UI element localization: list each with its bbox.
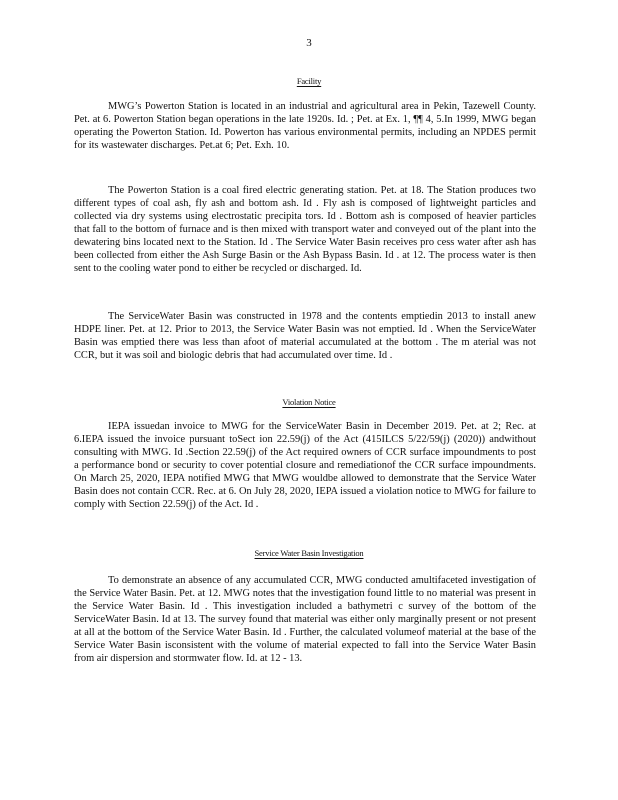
facility-paragraph-1: MWG’s Powerton Station is located in an industrial and agricultural area in Pekin, Tazewell County. Pet. at 6. Powerton Station began operations in the late 1920s. Id. ; Pet. at Ex. 1, ¶¶ 4, 5.In 1999, MWG began operating the Powerton Station. Id. Powerton has various environmental permits, including an NPDES permit for its wastewater discharges. Pet.at 6; Pet. Exh. 10.: [74, 101, 536, 151]
investigation-paragraph-1: To demonstrate an absence of any accumulated CCR, MWG conducted amultifaceted investigation of the Service Water Basin. Pet. at 12. MWG notes that the investigation found little to no material was present in the Service Water Basin. Id . This investigation included a bathymetri c survey of the bottom of the ServiceWater Basin. Id at 13. The survey found that material was either only marginally present or not present at all at the bottom of the Service Water Basin. Id . Further, the calculated volumeof material at the base of the Service Water Basin isconsistent with the volume of material expected to fall into the Service Water Basin from air dispersion and stormwater flow. Id. at 12 - 13.: [74, 575, 536, 664]
heading-violation-notice: Violation Notice: [282, 397, 336, 407]
facility-paragraph-3: The ServiceWater Basin was constructed in 1978 and the contents emptiedin 2013 to install anew HDPE liner. Pet. at 12. Prior to 2013, the Service Water Basin was not emptied. Id . When the ServiceWater Basin was emptied there was less than afoot of material accumulated at the bottom . The m aterial was not CCR, but it was soil and biologic debris that had accumulated over time. Id .: [74, 311, 536, 361]
page-number: 3: [306, 37, 312, 49]
heading-service-water-basin-investigation: Service Water Basin Investigation: [254, 548, 364, 558]
heading-facility: Facility: [296, 76, 322, 86]
facility-paragraph-2: The Powerton Station is a coal fired electric generating station. Pet. at 18. The Station produces two different types of coal ash, fly ash and bottom ash. Id . Fly ash is composed of lightweight particles and collected via dry systems using electrostatic precipita tors. Id . Bottom ash is composed of heavier particles that fall to the bottom of furnace and is then mixed with transport water and conveyed out of the plant into the dewatering bins located next to the Station. Id . The Service Water Basin receives pro cess water after ash has been collected from either the Ash Surge Basin or the Ash Bypass Basin. Id . at 12. The process water is then sent to the cooling water pond to either be recycled or discharged. Id.: [74, 185, 536, 274]
violation-paragraph-1: IEPA issuedan invoice to MWG for the ServiceWater Basin in December 2019. Pet. at 2; Rec. at 6.IEPA issued the invoice pursuant toSect ion 22.59(j) of the Act (415ILCS 5/22/59(j) (2020)) andwithout consulting with MWG. Id .Section 22.59(j) of the Act required owners of CCR surface impoundments to post a performance bond or security to cover potential closure and remediationof the CCR surface impoundments. On March 25, 2020, IEPA notified MWG that MWG wouldbe allowed to demonstrate that the Service Water Basin does not contain CCR. Rec. at 6. On July 28, 2020, IEPA issued a violation notice to MWG for failure to comply with Section 22.59(j) of the Act. Id .: [74, 421, 536, 510]
